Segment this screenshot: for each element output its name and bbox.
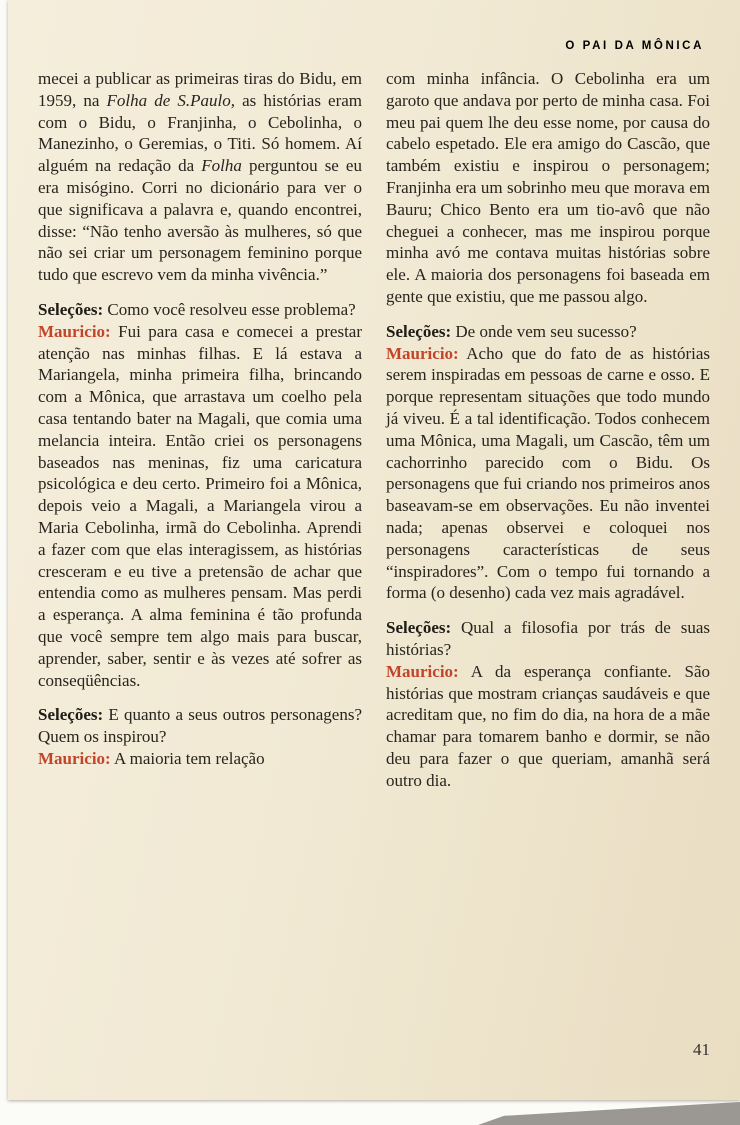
paragraph-answer bbox=[38, 748, 362, 770]
paper-background bbox=[8, 0, 740, 1100]
paragraph-answer bbox=[386, 343, 710, 605]
body-text: mecei a publicar as primeiras tiras do Bidu, em 1959, na bbox=[38, 69, 362, 110]
paragraph-question bbox=[38, 299, 362, 321]
body-text: Folha bbox=[201, 156, 242, 176]
body-text: A da esperança confiante. São histórias que mostram crianças saudáveis e que acreditam que, no fim do dia, na hora de a mãe chamar para tomarem banho e dormir, se não deu para fazer o que queriam, amanhã será outro dia. bbox=[386, 661, 710, 790]
paragraph-answer bbox=[38, 321, 362, 692]
interviewer-label: Seleções: bbox=[386, 321, 452, 341]
interviewer-label: Seleções: bbox=[386, 618, 452, 638]
paragraph-body bbox=[38, 68, 362, 286]
body-text: perguntou se eu era misógino. Corri no dicionário para ver o que significava a palavra e, quando encontrei, disse: “Não tenho aversão às mulheres, só que não sei criar um personagem feminino porque tudo que escrevo vem da minha vivência.” bbox=[38, 156, 362, 285]
body-text: E quanto a seus outros personagens? Quem os inspirou? bbox=[38, 705, 362, 747]
body-text: A maioria tem relação bbox=[110, 748, 265, 768]
body-text: Folha de S.Paulo, bbox=[106, 90, 235, 110]
speaker-label: Mauricio: bbox=[38, 748, 111, 768]
speaker-label: Mauricio: bbox=[38, 321, 111, 341]
paragraph-question bbox=[386, 617, 710, 661]
interviewer-label: Seleções: bbox=[38, 705, 104, 725]
paragraph-answer bbox=[386, 661, 710, 792]
header-accent: MÔNICA bbox=[641, 40, 704, 52]
column-right bbox=[386, 68, 710, 792]
body-text: Acho que do fato de as histórias serem inspiradas em pessoas de carne e osso. E porque representam situações que todo mundo já viveu. É a tal identificação. Todos conhecem uma Mônica, uma Magali, um Cascão, têm um cachorrinho parecido com o Bidu. Os personagens que fui criando nos primeiros anos baseavam-se em observações. Eu não inventei nada; apenas observei e coloquei nos personagens características de seus “inspiradores”. Com o tempo fui tornando a forma (o desenho) cada vez mais agradável. bbox=[386, 343, 710, 603]
paragraph-question bbox=[386, 321, 710, 343]
body-text: Como você resolveu esse problema? bbox=[103, 299, 356, 319]
interviewer-label: Seleções: bbox=[38, 299, 104, 319]
scan-edge-artifact bbox=[478, 1102, 740, 1125]
header-prefix: O PAI DA bbox=[565, 40, 642, 52]
paragraph-body bbox=[386, 68, 710, 308]
speaker-label: Mauricio: bbox=[386, 661, 459, 681]
column-left bbox=[38, 68, 362, 792]
body-text: De onde vem seu sucesso? bbox=[451, 321, 637, 341]
body-text: as histórias eram com o Bidu, o Franjinha, o Cebolinha, o Manezinho, o Geremias, o Titi. Só homem. Aí alguém na redação da bbox=[38, 90, 363, 176]
running-header bbox=[565, 40, 704, 52]
body-text: com minha infância. O Cebolinha era um garoto que andava por perto de minha casa. Foi meu pai quem lhe deu esse nome, por causa do cabelo espetado. Ele era amigo do Cascão, que também existiu e inspirou o personagem; Franjinha era um sobrinho meu que morava em Bauru; Chico Bento era um tio-avô que não cheguei a conhecer, mas me inspirou porque minha avó me contava muitas histórias sobre ele. A maioria dos personagens foi baseada em gente que existiu, que me passou algo. bbox=[386, 69, 710, 306]
speaker-label: Mauricio: bbox=[386, 343, 459, 363]
body-text: Fui para casa e comecei a prestar atenção nas minhas filhas. E lá estava a Mariangela, minha primeira filha, brincando com a Mônica, que arrastava um coelho pela casa tentando bater na Magali, que comia uma melancia inteira. Então criei os personagens baseados nas meninas, fiz uma caricatura psicológica e deu certo. Primeiro foi a Mônica, depois veio a Magali, a Mariangela virou a Maria Cebolinha, irmã do Cebolinha. Aprendi a fazer com que elas interagissem, as histórias cresceram e eu tive a pretensão de achar que entendia como as mulheres pensam. Mas perdi a esperança. A alma feminina é tão profunda que você sempre tem algo mais para buscar, aprender, saber, sentir e às vezes até sofrer as conseqüências. bbox=[38, 321, 362, 690]
page-number: 41 bbox=[693, 1040, 710, 1059]
body-text: Qual a filosofia por trás de suas histórias? bbox=[386, 618, 710, 659]
article-columns bbox=[38, 68, 710, 792]
paragraph-question bbox=[38, 704, 362, 748]
